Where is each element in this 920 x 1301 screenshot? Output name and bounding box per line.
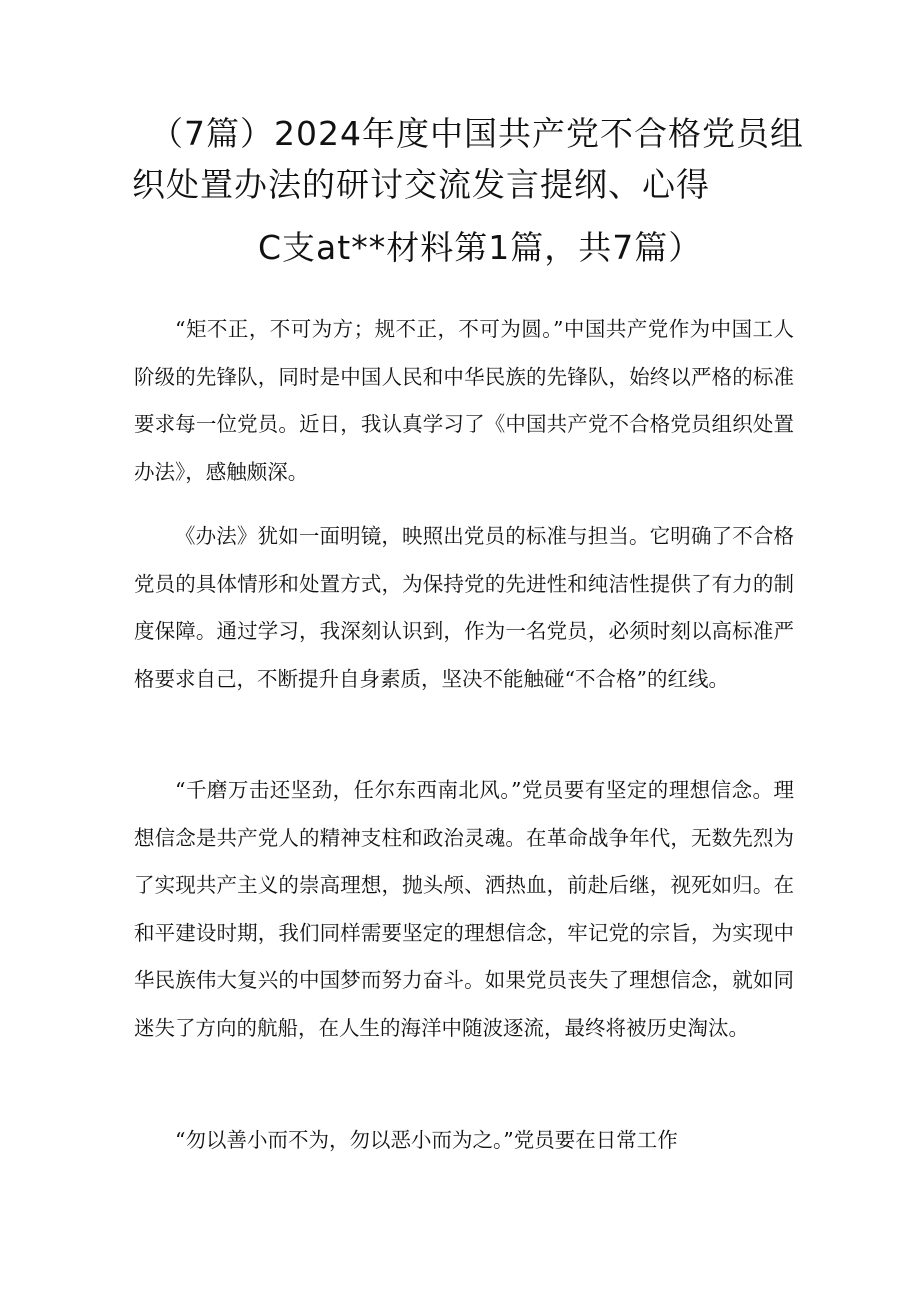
document-title-line-1: （7篇）2024年度中国共产党不合格党员组 — [150, 114, 804, 153]
body-paragraph-4: “勿以善小而不为，勿以恶小而为之。”党员要在日常工作 — [175, 1128, 678, 1152]
document-title-line-2: 织处置办法的研讨交流发言提纲、心得 — [132, 165, 710, 204]
body-paragraph-1: “矩不正，不可为方；规不正，不可为圆。”中国共产党作为中国工人阶级的先锋队，同时是中国人民和中华民族的先锋队，始终以严格的标准要求每一位党员。近日，我认真学习了《中国共产党不合格党员组织处置办法》，感触颇深。 — [134, 317, 794, 484]
document-title-line-3: C支at**材料第1篇，共7篇） — [258, 228, 703, 267]
body-paragraph-2: 《办法》犹如一面明镜，映照出党员的标准与担当。它明确了不合格党员的具体情形和处置方式，为保持党的先进性和纯洁性提供了有力的制度保障。通过学习，我深刻认识到，作为一名党员，必须时刻以高标准严格要求自己，不断提升自身素质，坚决不能触碰“不合格”的红线。 — [134, 524, 794, 691]
body-paragraph-3: “千磨万击还坚劲，任尔东西南北风。”党员要有坚定的理想信念。理想信念是共产党人的精神支柱和政治灵魂。在革命战争年代，无数先烈为了实现共产主义的崇高理想，抛头颅、洒热血，前赴后继，视死如归。在和平建设时期，我们同样需要坚定的理想信念，牢记党的宗旨，为实现中华民族伟大复兴的中国梦而努力奋斗。如果党员丧失了理想信念，就如同迷失了方向的航船，在人生的海洋中随波逐流，最终将被历史淘汰。 — [134, 778, 794, 1040]
